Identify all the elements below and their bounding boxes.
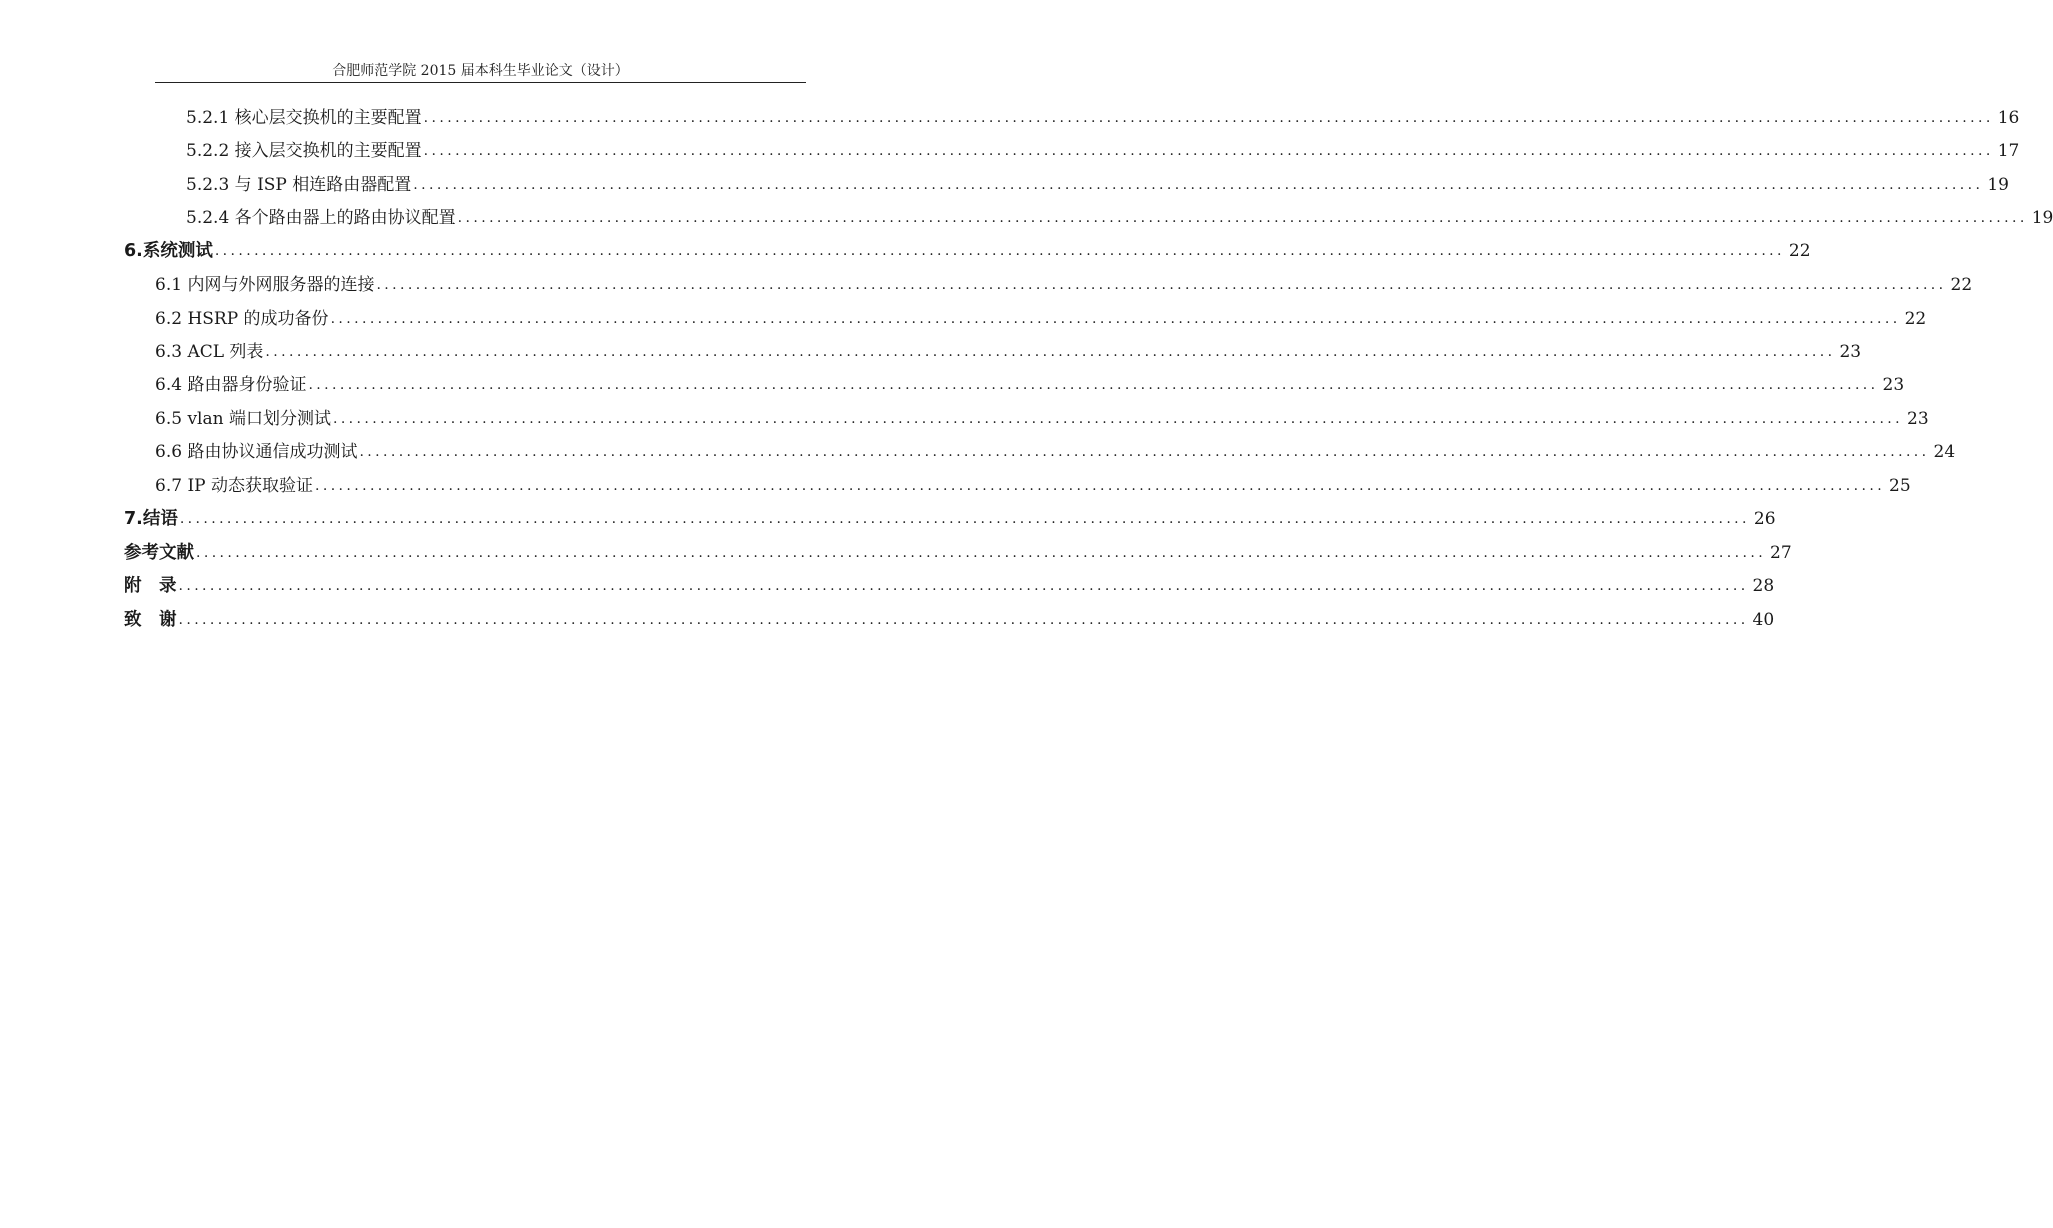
toc-entry-page: 16 — [1997, 108, 2020, 128]
toc-entry-label: 6.2 HSRP 的成功备份 — [155, 309, 329, 329]
toc-entry-page: 28 — [1752, 576, 1775, 596]
toc-dot-leader: ........................................................................................................................................................................................................ — [178, 612, 1749, 628]
toc-entry-label: 6.3 ACL 列表 — [155, 342, 264, 362]
toc-entry[interactable] — [124, 608, 1775, 632]
toc-entry[interactable] — [155, 373, 1905, 397]
toc-dot-leader: ........................................................................................................................................................................................................ — [179, 511, 1750, 527]
toc-dot-leader: ........................................................................................................................................................................................................ — [308, 377, 1879, 393]
toc-entry-page: 22 — [1950, 275, 1973, 295]
toc-entry-page: 17 — [1997, 141, 2020, 161]
toc-entry-label: 5.2.2 接入层交换机的主要配置 — [186, 141, 422, 161]
toc-entry-page: 19 — [1987, 175, 2009, 195]
toc-dot-leader: ........................................................................................................................................................................................................ — [359, 444, 1930, 460]
toc-entry-label: 5.2.4 各个路由器上的路由协议配置 — [186, 208, 456, 228]
toc-entry[interactable] — [155, 273, 1973, 297]
toc-entry-label: 6.1 内网与外网服务器的连接 — [155, 275, 375, 295]
toc-entry-page: 25 — [1889, 476, 1911, 496]
toc-dot-leader: ........................................................................................................................................................................................................ — [196, 545, 1767, 561]
toc-dot-leader: ........................................................................................................................................................................................................ — [423, 110, 1994, 126]
toc-entry[interactable] — [155, 407, 1929, 431]
toc-entry[interactable] — [155, 307, 1927, 331]
toc-entry-page: 22 — [1788, 241, 1811, 261]
toc-dot-leader: ........................................................................................................................................................................................................ — [330, 311, 1901, 327]
toc-dot-leader: ........................................................................................................................................................................................................ — [457, 210, 2028, 226]
toc-entry[interactable] — [124, 507, 1776, 531]
toc-entry[interactable] — [186, 139, 2020, 163]
header-rule — [155, 82, 806, 83]
toc-entry-label: 7.结语 — [124, 509, 178, 529]
toc-entry-page: 23 — [1882, 375, 1905, 395]
toc-entry-label: 6.6 路由协议通信成功测试 — [155, 442, 358, 462]
toc-dot-leader: ........................................................................................................................................................................................................ — [214, 243, 1785, 259]
toc-entry-label: 6.4 路由器身份验证 — [155, 375, 307, 395]
toc-entry-page: 19 — [2031, 208, 2053, 228]
toc-entry[interactable] — [186, 206, 2053, 230]
toc-entry-label: 6.系统测试 — [124, 241, 213, 261]
toc-entry[interactable] — [155, 340, 1862, 364]
toc-entry[interactable] — [155, 440, 1956, 464]
toc-entry-page: 22 — [1904, 309, 1927, 329]
toc-entry[interactable] — [186, 106, 2020, 130]
page-header: 合肥师范学院 2015 届本科生毕业论文（设计） — [332, 63, 629, 79]
toc-entry-page: 23 — [1907, 409, 1929, 429]
toc-entry-label: 附 录 — [124, 576, 177, 596]
toc-entry[interactable] — [124, 541, 1792, 565]
toc-entry-label: 致 谢 — [124, 610, 177, 630]
toc-entry-label: 5.2.1 核心层交换机的主要配置 — [186, 108, 422, 128]
toc-dot-leader: ........................................................................................................................................................................................................ — [178, 578, 1749, 594]
toc-dot-leader: ........................................................................................................................................................................................................ — [265, 344, 1836, 360]
toc-entry-label: 6.5 vlan 端口划分测试 — [155, 409, 331, 429]
toc-entry-page: 40 — [1752, 610, 1775, 630]
toc-entry[interactable] — [155, 474, 1911, 498]
toc-entry[interactable] — [124, 574, 1775, 598]
toc-dot-leader: ........................................................................................................................................................................................................ — [413, 177, 1984, 193]
toc-entry[interactable] — [124, 239, 1811, 263]
toc-entry-label: 6.7 IP 动态获取验证 — [155, 476, 313, 496]
toc-dot-leader: ........................................................................................................................................................................................................ — [332, 411, 1904, 427]
toc-entry[interactable] — [186, 173, 2009, 197]
toc-dot-leader: ........................................................................................................................................................................................................ — [423, 143, 1994, 159]
toc-dot-leader: ........................................................................................................................................................................................................ — [315, 478, 1886, 494]
toc-entry-label: 5.2.3 与 ISP 相连路由器配置 — [186, 175, 412, 195]
toc-entry-page: 27 — [1770, 543, 1792, 563]
toc-entry-page: 26 — [1753, 509, 1776, 529]
toc-entry-label: 参考文献 — [124, 543, 194, 563]
toc-entry-page: 23 — [1839, 342, 1862, 362]
toc-dot-leader: ........................................................................................................................................................................................................ — [376, 277, 1947, 293]
toc-entry-page: 24 — [1933, 442, 1956, 462]
